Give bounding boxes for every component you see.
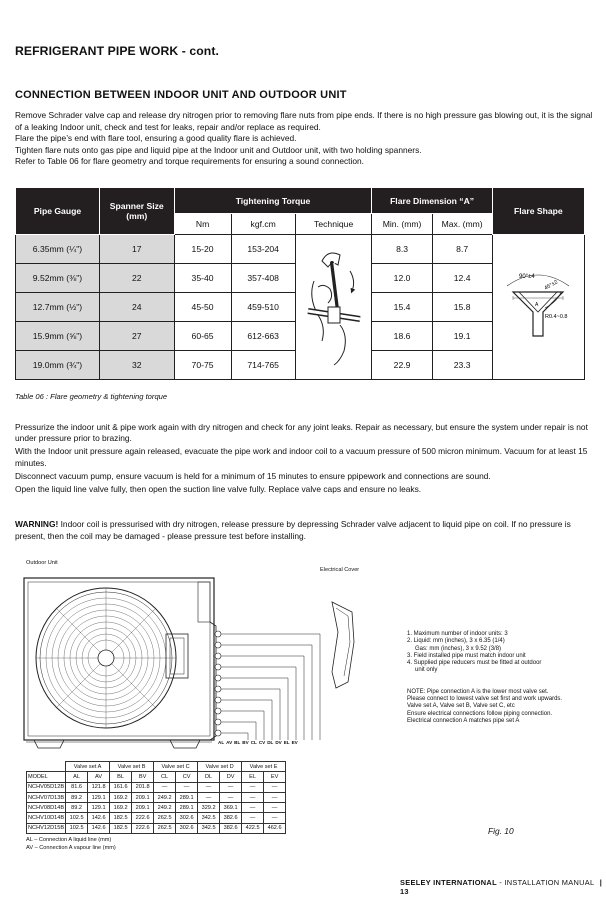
min-cell: 8.3 — [372, 235, 432, 264]
table-cell: — — [264, 782, 286, 792]
valve-group-header: Valve set B — [110, 762, 154, 772]
header-flare-dimension: Flare Dimension “A” — [372, 188, 492, 214]
table-cell: 209.1 — [132, 803, 154, 813]
table-cell: NCHV08D14B — [27, 803, 66, 813]
table-cell: 89.2 — [66, 792, 88, 802]
table-cell: — — [176, 782, 198, 792]
min-cell: 15.4 — [372, 293, 432, 322]
table-cell: — — [264, 803, 286, 813]
note-line: Electrical connection A matches pipe set A — [407, 717, 520, 724]
connection-label: CL — [250, 740, 257, 745]
table-cell: NCHV10D14B — [27, 813, 66, 823]
intro-paragraph: Refer to Table 06 for flare geometry and torque requirements for ensuring a sound connection. — [15, 156, 365, 166]
table-header-row — [27, 772, 286, 782]
connection-label: EL — [283, 740, 290, 745]
header-nm: Nm — [174, 214, 231, 235]
table-cell: 129.1 — [88, 792, 110, 802]
table-cell: NCHV12D15B — [27, 823, 66, 833]
header-spanner-size: Spanner Size (mm) — [99, 188, 174, 235]
table-row — [27, 803, 286, 813]
page-footer — [400, 878, 606, 896]
connection-label: CV — [258, 740, 266, 745]
table-cell: 142.6 — [88, 823, 110, 833]
table-cell: 161.6 — [110, 782, 132, 792]
nm-cell: 45-50 — [174, 293, 231, 322]
figure-caption: Fig. 10 — [488, 826, 514, 836]
flare-shape-cell — [492, 235, 584, 380]
note-line: 1. Maximum number of indoor units: 3 — [407, 631, 508, 637]
table-cell: — — [198, 782, 220, 792]
flare-angle2-label: 45°±2 — [543, 279, 560, 292]
pipe-gauge-cell: 19.0mm (¾") — [16, 351, 100, 380]
connection-label: DL — [267, 740, 274, 745]
table-cell: — — [242, 803, 264, 813]
table-row — [27, 813, 286, 823]
kgf-cell: 714-765 — [231, 351, 295, 380]
column-header: BV — [132, 772, 154, 782]
warning-text — [15, 519, 595, 542]
header-tightening-torque: Tightening Torque — [174, 188, 372, 214]
table-cell: 209.1 — [132, 792, 154, 802]
intro-paragraph: Remove Schrader valve cap and release dry nitrogen prior to removing flare nuts from pipe ends. If there is no high pressure gas blowing out, it is the signal of a leaking Indoor unit, check and test for leaks, repair and/or replace as required. — [15, 110, 593, 132]
footer-brand: SEELEY INTERNATIONAL — [400, 878, 497, 887]
flare-table — [15, 187, 585, 380]
intro-paragraph: Tighten flare nuts onto gas pipe and liquid pipe at the Indoor unit and Outdoor unit, with two holding spanners. — [15, 144, 422, 155]
flare-a-label: A — [535, 302, 539, 308]
table-cell: 89.2 — [66, 803, 88, 813]
outdoor-unit-label: Outdoor Unit — [26, 560, 58, 566]
table-cell: 129.1 — [88, 803, 110, 813]
table-cell: 249.2 — [154, 803, 176, 813]
table-cell: 302.6 — [176, 823, 198, 833]
table-cell: — — [264, 813, 286, 823]
table-cell: — — [242, 813, 264, 823]
column-header: DV — [220, 772, 242, 782]
column-header: MODEL — [27, 772, 66, 782]
valve-group-header: Valve set D — [198, 762, 242, 772]
note-line: 4. Supplied pipe reducers must be fitted at outdoor — [407, 660, 542, 667]
min-cell: 18.6 — [372, 322, 432, 351]
connection-label: AL — [218, 740, 225, 745]
note-line: Gas: mm (inches), 3 x 9.52 (3/8) — [415, 645, 502, 652]
warning-label: WARNING! — [15, 519, 59, 529]
spanner-cell: 24 — [99, 293, 174, 322]
header-min: Min. (mm) — [372, 214, 432, 235]
body-paragraph: Disconnect vacuum pump, ensure vacuum is held for a minimum of 15 minutes to ensure ppipework and connections are sound. — [15, 470, 491, 481]
body-text — [15, 422, 595, 495]
spanner-cell: 27 — [99, 322, 174, 351]
spanner-cell: 22 — [99, 264, 174, 293]
flare-radius-label: R0.4~0.8 — [545, 314, 568, 320]
connection-labels — [218, 740, 318, 745]
table-cell: 342.5 — [198, 823, 220, 833]
min-cell: 12.0 — [372, 264, 432, 293]
connection-legend — [26, 837, 116, 852]
max-cell: 19.1 — [432, 322, 492, 351]
column-header: DL — [198, 772, 220, 782]
table-cell: 382.6 — [220, 813, 242, 823]
spanner-cell: 17 — [99, 235, 174, 264]
flare-angle-label: 90°±4 — [519, 274, 536, 280]
nm-cell: 15-20 — [174, 235, 231, 264]
intro-paragraph: Flare the pipe’s end with flare tool, ensuring a good quality flare is achieved. — [15, 133, 297, 143]
spanner-cell: 32 — [99, 351, 174, 380]
table-cell: 102.5 — [66, 813, 88, 823]
intro-text — [15, 110, 595, 168]
pipe-gauge-cell: 12.7mm (½") — [16, 293, 100, 322]
kgf-cell: 153-204 — [231, 235, 295, 264]
pipe-gauge-cell: 15.9mm (⅝") — [16, 322, 100, 351]
outdoor-unit-diagram — [20, 572, 360, 752]
table-cell: 182.5 — [110, 823, 132, 833]
column-header: BL — [110, 772, 132, 782]
note-line: 2. Liquid: mm (inches), 3 x 6.35 (1/4) — [407, 638, 505, 645]
footer-separator: | — [599, 878, 603, 887]
table-cell: 262.5 — [154, 813, 176, 823]
max-cell: 12.4 — [432, 264, 492, 293]
table-cell: NCHV07D13B — [27, 792, 66, 802]
table-cell: 102.5 — [66, 823, 88, 833]
warning-body: Indoor coil is pressurised with dry nitrogen, release pressure by depressing Schrader valve adjacent to liquid pipe on coil. If no pressure is present, then the coil may be damaged - please pressure test before installing. — [15, 519, 571, 541]
table-cell: 249.2 — [154, 792, 176, 802]
table-caption: Table 06 : Flare geometry & tightening torque — [15, 392, 168, 401]
table-cell: — — [242, 782, 264, 792]
valve-group-header: Valve set E — [242, 762, 286, 772]
table-cell: 382.6 — [220, 823, 242, 833]
nm-cell: 70-75 — [174, 351, 231, 380]
column-header: EL — [242, 772, 264, 782]
table-cell: 289.1 — [176, 803, 198, 813]
kgf-cell: 459-510 — [231, 293, 295, 322]
valve-table — [26, 761, 286, 834]
connection-label: BV — [242, 740, 249, 745]
figure-notes — [407, 631, 592, 725]
column-header: AL — [66, 772, 88, 782]
note-line: unit only — [415, 667, 438, 674]
legend-line: AV – Connection A vapour line (mm) — [26, 844, 116, 851]
table-cell: 222.6 — [132, 823, 154, 833]
legend-line: AL – Connection A liquid line (mm) — [26, 837, 112, 843]
table-cell: 369.1 — [220, 803, 242, 813]
technique-illustration-cell — [295, 235, 372, 380]
table-cell: 169.2 — [110, 792, 132, 802]
table-cell: 262.5 — [154, 823, 176, 833]
connection-label: BL — [234, 740, 241, 745]
table-cell: 342.5 — [198, 813, 220, 823]
column-header: EV — [264, 772, 286, 782]
table-cell: — — [220, 792, 242, 802]
header-kgfcm: kgf.cm — [231, 214, 295, 235]
body-paragraph: With the Indoor unit pressure again released, evacuate the pipe work and indoor coil to a vacuum pressure of 500 micron minimum. Vacuum for at least 15 minutes. — [15, 446, 588, 468]
column-header: CL — [154, 772, 176, 782]
valve-group-header: Valve set A — [66, 762, 110, 772]
footer-doc: - INSTALLATION MANUAL — [496, 878, 595, 887]
body-paragraph: Open the liquid line valve fully, then open the suction line valve fully. Replace valve caps and ensure no leaks. — [15, 484, 422, 495]
flare-shape-diagram — [499, 266, 577, 346]
max-cell: 15.8 — [432, 293, 492, 322]
pipe-gauge-cell: 9.52mm (⅜") — [16, 264, 100, 293]
kgf-cell: 612-663 — [231, 322, 295, 351]
table-cell: — — [264, 792, 286, 802]
table-cell: — — [154, 782, 176, 792]
table-cell: 222.6 — [132, 813, 154, 823]
note-line: Valve set A, Valve set B, Valve set C, etc — [407, 703, 515, 710]
note-line: NOTE: Pipe connection A is the lower most valve set. — [407, 688, 549, 695]
table-cell: 81.6 — [66, 782, 88, 792]
connection-label: AV — [226, 740, 233, 745]
note-line: Please connect to lowest valve set first and work upwards. — [407, 696, 563, 703]
table-cell: — — [198, 792, 220, 802]
subsection-title: CONNECTION BETWEEN INDOOR UNIT AND OUTDOOR UNIT — [15, 89, 347, 101]
page-number: 13 — [400, 887, 409, 896]
table-cell: 302.6 — [176, 813, 198, 823]
spanner-technique-illustration — [304, 241, 364, 371]
note-line: 3. Field installed pipe must match indoor unit — [407, 652, 526, 659]
table-cell: 422.5 — [242, 823, 264, 833]
max-cell: 23.3 — [432, 351, 492, 380]
kgf-cell: 357-408 — [231, 264, 295, 293]
column-header: CV — [176, 772, 198, 782]
table-cell: 182.5 — [110, 813, 132, 823]
column-header: AV — [88, 772, 110, 782]
header-pipe-gauge: Pipe Gauge — [16, 188, 100, 235]
table-cell: 329.2 — [198, 803, 220, 813]
table-cell: — — [242, 792, 264, 802]
header-technique: Technique — [295, 214, 372, 235]
table-cell: 142.6 — [88, 813, 110, 823]
connection-label: DV — [275, 740, 282, 745]
min-cell: 22.9 — [372, 351, 432, 380]
table-row — [27, 782, 286, 792]
body-paragraph: Pressurize the indoor unit & pipe work again with dry nitrogen and check for any joint leaks. Repair as necessary, but ensure the system under repair is not under pressure prior to brazing. — [15, 422, 588, 444]
note-line: Ensure electrical connections follow piping connection. — [407, 710, 553, 717]
table-cell: 169.2 — [110, 803, 132, 813]
pipe-gauge-cell: 6.35mm (¼") — [16, 235, 100, 264]
table-cell: 201.8 — [132, 782, 154, 792]
table-cell: 289.1 — [176, 792, 198, 802]
table-cell: 462.6 — [264, 823, 286, 833]
nm-cell: 60-65 — [174, 322, 231, 351]
max-cell: 8.7 — [432, 235, 492, 264]
table-row — [27, 792, 286, 802]
connection-label: EV — [291, 740, 298, 745]
table-cell: 121.8 — [88, 782, 110, 792]
table-row — [16, 235, 585, 264]
section-title: REFRIGERANT PIPE WORK - cont. — [15, 44, 219, 58]
table-row — [27, 823, 286, 833]
nm-cell: 35-40 — [174, 264, 231, 293]
valve-group-header: Valve set C — [154, 762, 198, 772]
header-flare-shape: Flare Shape — [492, 188, 584, 235]
table-cell: NCHV05D12B — [27, 782, 66, 792]
table-cell: — — [220, 782, 242, 792]
header-max: Max. (mm) — [432, 214, 492, 235]
electrical-cover-label: Electrical Cover — [320, 567, 360, 573]
